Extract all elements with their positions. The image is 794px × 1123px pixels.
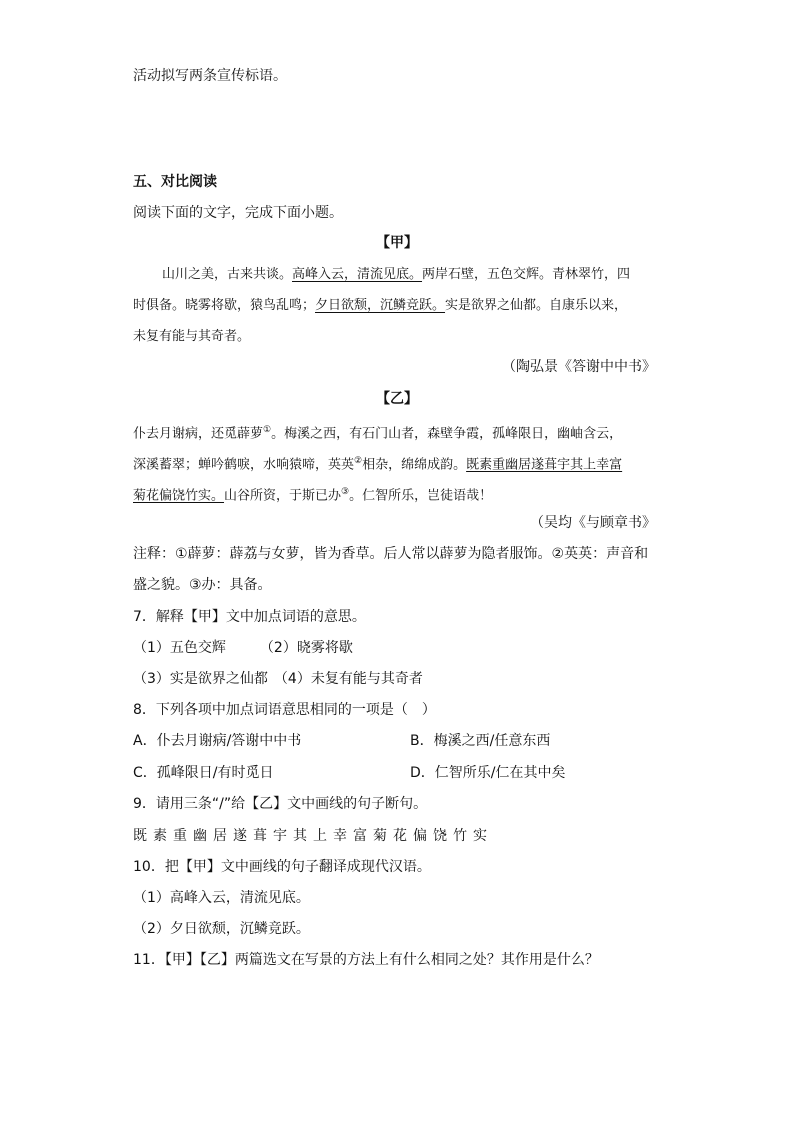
passage-yi-line-2: 深溪蓄翠；蝉吟鹤唳，水响猿啼，英英②相杂，绵绵成韵。既素重幽居遂葺宇其上幸富 — [133, 456, 623, 473]
footnote-marker: ② — [354, 456, 363, 466]
question-10-item-2: （2）夕日欲颓，沉鳞竞跃。 — [133, 921, 310, 937]
passage-yi-label: 【乙】 — [376, 391, 418, 407]
question-10-stem: 10．把【甲】文中画线的句子翻译成现代汉语。 — [133, 859, 431, 875]
question-9-sentence: 既素重幽居遂葺宇其上幸富菊花偏饶竹实 — [133, 828, 493, 844]
passage-jia-source: （陶弘景《答谢中中书》 — [502, 359, 656, 375]
passage-yi-source: （吴均《与顾章书》 — [530, 515, 656, 531]
section-title: 五、对比阅读 — [133, 174, 217, 190]
intro-tail: 活动拟写两条宣传标语。 — [133, 68, 287, 84]
question-9-stem: 9．请用三条“/”给【乙】文中画线的句子断句。 — [133, 796, 428, 812]
question-10-item-1: （1）高峰入云，清流见底。 — [133, 890, 310, 906]
option-a: A．仆去月谢病/答谢中中书 — [133, 733, 302, 749]
question-11-stem: 11．【甲】【乙】两篇选文在写景的方法上有什么相同之处？其作用是什么？ — [133, 952, 599, 968]
question-7-items-row-2: （3）实是欲界之仙都 （4）未复有能与其奇者 — [133, 671, 423, 687]
passage-yi-line-1: 仆去月谢病，还觅薜萝①。梅溪之西，有石门山者，森壁争霞，孤峰限日，幽岫含云， — [133, 425, 623, 442]
question-8-options-row-2 — [133, 763, 653, 783]
footnote-marker: ③ — [341, 487, 350, 497]
passage-jia-line-3: 未复有能与其奇者。 — [133, 329, 251, 344]
passage-jia-line-2: 时俱备。晓雾将歇，猿鸟乱鸣；夕日欲颓，沉鳞竞跃。实是欲界之仙都。自康乐以来， — [133, 298, 628, 313]
underlined-sentence: 菊花偏饶竹实。 — [133, 488, 225, 504]
passage-jia-label: 【甲】 — [376, 235, 418, 251]
underlined-sentence: 既素重幽居遂葺宇其上幸富 — [466, 457, 623, 473]
question-8-options-row-1 — [133, 731, 653, 751]
footnote-marker: ① — [263, 425, 272, 435]
option-b: B．梅溪之西/任意东西 — [410, 733, 551, 749]
notes-line-2: 盛之貌。③办：具备。 — [133, 577, 272, 593]
notes-line-1: 注释：①薜萝：薜荔与女萝，皆为香草。后人常以薜萝为隐者服饰。②英英：声音和 — [133, 546, 649, 562]
underlined-sentence: 高峰入云，清流见底。 — [292, 267, 423, 282]
question-8-stem: 8．下列各项中加点词语意思相同的一项是（ ） — [133, 702, 436, 718]
question-7-items-row-1: （1）五色交辉 （2）晓雾将歇 — [133, 640, 353, 656]
question-7-stem: 7．解释【甲】文中加点词语的意思。 — [133, 609, 366, 625]
underlined-sentence: 夕日欲颓，沉鳞竞跃。 — [315, 298, 446, 313]
instruction: 阅读下面的文字，完成下面小题。 — [133, 205, 343, 221]
passage-yi-line-3: 菊花偏饶竹实。山谷所资，于斯已办③。仁智所乐，岂徒语哉！ — [133, 487, 493, 504]
option-d: D．仁智所乐/仁在其中矣 — [410, 765, 566, 781]
option-c: C．孤峰限日/有时觅日 — [133, 765, 274, 781]
passage-jia-line-1: 山川之美，古来共谈。高峰入云，清流见底。两岸石壁，五色交辉。青林翠竹，四 — [162, 267, 631, 282]
